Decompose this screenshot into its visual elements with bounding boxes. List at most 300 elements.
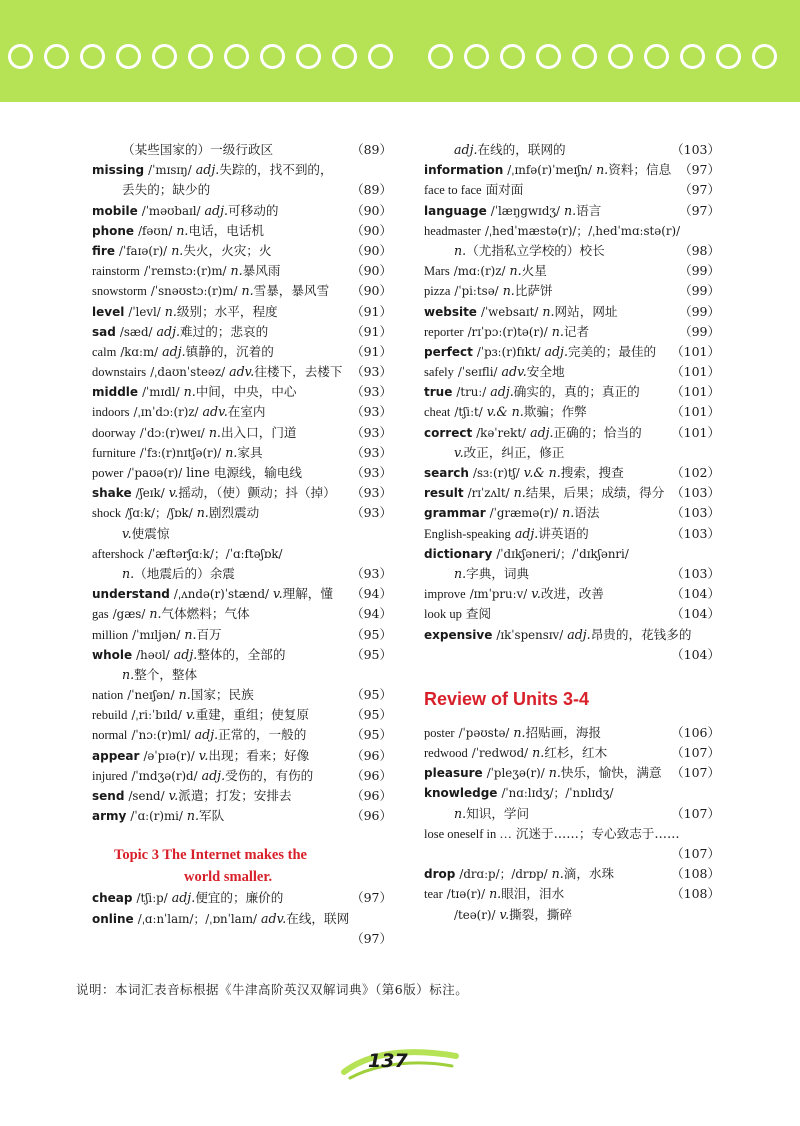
part-of-speech: n. [122, 565, 135, 581]
part-of-speech: adj. [194, 727, 219, 743]
definition: 国家；民族 [190, 687, 254, 703]
definition: 气体燃料；气体 [161, 606, 250, 622]
pronunciation: /drɑːp/；/drɒp/ [459, 867, 548, 882]
pronunciation: /ˌɪnˈdɔː(r)z/ [133, 405, 199, 420]
ring-icon [464, 44, 489, 69]
pronunciation: /ɪmˈpruːv/ [469, 587, 528, 602]
page-reference: （93） [351, 424, 392, 440]
vocab-entry [424, 221, 720, 241]
vocab-entry [424, 884, 720, 904]
vocab-entry [92, 281, 392, 301]
vocab-entry [424, 160, 720, 180]
pronunciation: /ˈdɪkʃəneri/；/ˈdɪkʃənri/ [496, 546, 629, 561]
definition: 安全地 [526, 364, 565, 380]
ring-icon [44, 44, 69, 69]
vocab-entry [92, 888, 392, 908]
definition: 搜索，搜查 [560, 465, 624, 480]
definition: 查阅 [465, 606, 492, 622]
vocab-entry [424, 763, 720, 783]
vocab-entry [92, 725, 392, 745]
vocab-entry [424, 322, 720, 342]
definition: 整个，整体 [134, 666, 198, 682]
definition: 面对面 [485, 182, 524, 198]
headword: shock [92, 506, 122, 521]
page-reference: （107） [671, 765, 720, 781]
page-reference: （101） [671, 424, 720, 440]
headword: expensive [424, 627, 493, 642]
part-of-speech: n. [183, 384, 196, 400]
definition: 资料；信息 [608, 162, 672, 178]
definition: （某些国家的）一级行政区 [122, 142, 274, 157]
vocab-entry [92, 322, 392, 342]
page-reference: （103） [671, 565, 720, 581]
vocab-entry [424, 180, 720, 200]
headword: rainstorm [92, 264, 140, 279]
page-reference: （103） [671, 505, 720, 521]
review-heading: Review of Units 3-4 [424, 688, 590, 709]
pronunciation: /ˈfaɪə(r)/ [118, 243, 168, 258]
vocab-entry [92, 423, 392, 443]
pronunciation: /mɑː(r)z/ [453, 264, 506, 279]
headword: million [92, 627, 129, 642]
entry-continuation [424, 140, 720, 160]
footnote: 说明：本词汇表音标根据《牛津高阶英汉双解词典》（第6版）标注。 [76, 982, 469, 997]
page-reference: （90） [351, 242, 392, 258]
part-of-speech: v. [168, 485, 179, 501]
entry-continuation [92, 665, 392, 685]
entry-page-line [424, 844, 720, 864]
part-of-speech: adv. [229, 364, 255, 380]
page-reference: （96） [351, 747, 392, 763]
page-reference: （90） [351, 283, 392, 299]
ring-icon [368, 44, 393, 69]
vocab-entry [92, 160, 392, 180]
part-of-speech: adj. [567, 626, 591, 642]
headword: understand [92, 587, 170, 602]
page-reference: （93） [351, 404, 392, 420]
part-of-speech: n. [454, 242, 467, 258]
entry-continuation [92, 140, 392, 160]
vocab-entry [92, 746, 392, 766]
page-reference: （103） [671, 525, 720, 541]
ring-icon [188, 44, 213, 69]
pronunciation: /ˈwebsaɪt/ [480, 304, 539, 319]
page-reference: （99） [679, 303, 720, 319]
entry-continuation [92, 180, 392, 200]
part-of-speech: v.& n. [486, 404, 524, 420]
vocab-entry [424, 625, 720, 645]
pronunciation: /ˈnɔː(r)ml/ [131, 728, 191, 743]
definition: 受伤的，有伤的 [225, 767, 314, 783]
page-reference: （94） [351, 586, 392, 602]
page-reference: （90） [351, 202, 392, 218]
part-of-speech: n. [489, 886, 502, 902]
headword: information [424, 163, 504, 178]
headword: pizza [424, 284, 451, 299]
vocab-entry [92, 806, 392, 826]
page-reference: （99） [679, 283, 720, 299]
definition: 改正，纠正，修正 [463, 444, 565, 460]
part-of-speech: adj. [544, 343, 568, 359]
vocab-entry [92, 786, 392, 806]
pronunciation: /tʃiːp/ [136, 891, 168, 906]
part-of-speech: adj. [530, 424, 554, 440]
pronunciation: /ˌɑːnˈlaɪn/；/ˌɒnˈlaɪn/ [137, 911, 258, 926]
definition: 百万 [196, 626, 222, 642]
pronunciation: /ˈreɪnstɔː(r)m/ [143, 264, 227, 279]
part-of-speech: v. [168, 788, 179, 803]
part-of-speech: n. [509, 263, 522, 279]
part-of-speech: n. [551, 866, 564, 882]
pronunciation: /ˌɪnfə(r)ˈmeɪʃn/ [507, 163, 593, 178]
page-number: 137 [368, 1050, 408, 1072]
headword: poster [424, 725, 455, 740]
headword: Mars [424, 264, 450, 279]
definition: 家具 [237, 444, 263, 460]
page-reference: （91） [351, 303, 392, 319]
pronunciation: /ʃɑːk/；/ʃɒk/ [125, 506, 193, 521]
definition: 完美的；最佳的 [567, 343, 657, 359]
ring-icon [296, 44, 321, 69]
pronunciation: /tʃiːt/ [454, 405, 483, 420]
pronunciation: /ˈpəʊstə/ [458, 725, 510, 740]
page-reference: （107） [671, 745, 720, 761]
definition: 确实的，真的；真正的 [513, 384, 640, 400]
definition: 难过的；悲哀的 [180, 323, 269, 339]
vocab-entry [424, 402, 720, 422]
headword: cheat [424, 405, 451, 420]
page-reference: （104） [671, 586, 720, 602]
headword: tear [424, 887, 443, 902]
page-reference: （95） [351, 626, 392, 642]
part-of-speech: v. [531, 586, 541, 602]
pronunciation: /əˈpɪə(r)/ [143, 748, 195, 763]
vocab-entry [92, 382, 392, 402]
headword: grammar [424, 506, 486, 521]
vocab-entry [424, 483, 720, 503]
definition: 滴，水珠 [563, 866, 615, 882]
page-reference: （94） [351, 606, 392, 622]
pronunciation: /ˈmɪdl/ [142, 385, 180, 400]
definition: 出入口，门道 [220, 424, 297, 440]
page-reference: （108） [671, 866, 720, 882]
headword: drop [424, 867, 456, 882]
definition: 欺骗；作弊 [523, 404, 587, 420]
headword: indoors [92, 405, 130, 420]
headword: true [424, 385, 453, 400]
headword: online [92, 911, 134, 926]
definition: 眼泪，泪水 [501, 886, 565, 902]
definition: 暴风雨 [242, 263, 281, 279]
headword: middle [92, 385, 139, 400]
vocab-entry [424, 783, 720, 803]
pronunciation: /ʃeɪk/ [135, 486, 165, 501]
definition: 使震惊 [131, 525, 170, 541]
part-of-speech: v. [499, 906, 510, 922]
part-of-speech: n. [596, 162, 609, 178]
part-of-speech: n. [230, 263, 243, 279]
vocab-list-review [424, 723, 720, 925]
page-reference: （91） [351, 323, 392, 339]
vocab-entry [92, 221, 392, 241]
definition: 记者 [563, 323, 590, 339]
pronunciation: /ˌʌndə(r)ˈstænd/ [173, 587, 269, 602]
part-of-speech: n. [532, 745, 545, 761]
pronunciation: /send/ [128, 789, 165, 803]
pronunciation: /ˌhedˈmæstə(r)/；/ˌhedˈmɑːstə(r)/ [484, 223, 681, 238]
page-reference: （97） [351, 930, 392, 946]
pronunciation: /həʊl/ [136, 647, 170, 662]
pronunciation: /kɑːm/ [120, 344, 159, 359]
vocab-entry [424, 584, 720, 604]
part-of-speech: adj. [514, 525, 539, 541]
page-reference: （101） [671, 364, 720, 380]
vocab-entry [92, 685, 392, 705]
vocab-entry [424, 743, 720, 763]
definition: 快乐，愉快，满意 [560, 765, 662, 781]
pronunciation: /ˌriːˈbɪld/ [131, 708, 182, 723]
vocab-entry [92, 483, 392, 503]
definition: line 电源线，输电线 [186, 465, 302, 480]
headword: doorway [92, 425, 136, 440]
definition: 镇静的，沉着的 [185, 343, 274, 359]
part-of-speech: n. [562, 505, 575, 521]
page-reference: （89） [351, 182, 392, 198]
definition: 改进，改善 [540, 586, 604, 602]
part-of-speech: n. [208, 424, 221, 440]
pronunciation: /ˈæftərʃɑːk/；/ˈɑːftəʃɒk/ [148, 546, 283, 561]
definition: 在室内 [227, 404, 266, 420]
headword: sad [92, 324, 116, 339]
ring-icon [332, 44, 357, 69]
ring-decoration [8, 44, 792, 74]
ring-icon [608, 44, 633, 69]
pronunciation: /ˈpiːtsə/ [454, 284, 499, 299]
headword: reporter [424, 324, 464, 339]
vocab-entry [424, 342, 720, 362]
pronunciation: /gæs/ [112, 607, 146, 622]
pronunciation: /ˈpaʊə(r)/ [127, 466, 183, 480]
definition: 火星 [521, 263, 547, 279]
page-reference: （101） [671, 384, 720, 400]
part-of-speech: adj. [454, 142, 478, 157]
vocab-entry [92, 362, 392, 382]
headword: missing [92, 163, 145, 178]
definition: 往楼下，去楼下 [254, 364, 343, 380]
page-reference: （99） [679, 323, 720, 339]
headword: gas [92, 607, 109, 622]
page-reference: （90） [351, 222, 392, 238]
page-reference: （97） [679, 202, 720, 218]
page-reference: （93） [351, 565, 392, 581]
part-of-speech: n. [551, 323, 564, 339]
definition: 丢失的；缺少的 [122, 182, 211, 198]
part-of-speech: n. [513, 485, 526, 501]
part-of-speech: n. [548, 765, 561, 781]
vocab-entry [424, 864, 720, 884]
pronunciation: /ˈmɪljən/ [132, 627, 181, 642]
headword: perfect [424, 344, 473, 359]
vocab-entry [424, 382, 720, 402]
page-reference: （89） [351, 142, 392, 157]
pronunciation: /ˈmɪsɪŋ/ [148, 163, 192, 178]
part-of-speech: n. [186, 808, 200, 824]
part-of-speech: v.& n. [523, 465, 561, 480]
headword: send [92, 789, 125, 803]
vocab-entry [92, 705, 392, 725]
entry-continuation [92, 564, 392, 584]
vocab-entry [424, 201, 720, 221]
page-reference: （104） [671, 606, 720, 622]
headword: appear [92, 748, 140, 763]
ring-icon [116, 44, 141, 69]
ring-icon [80, 44, 105, 69]
pronunciation: /ˈneɪʃən/ [127, 688, 175, 703]
definition: 失踪的，找不到的， [219, 162, 333, 178]
pronunciation: /tɪə(r)/ [446, 887, 486, 902]
headword: look up [424, 607, 462, 622]
part-of-speech: n. [542, 303, 555, 319]
headword: English-speaking [424, 526, 511, 541]
definition: 正确的；恰当的 [553, 424, 642, 440]
page-reference: （93） [351, 465, 392, 480]
page-reference: （104） [671, 646, 720, 662]
definition: 在线的，联网的 [477, 142, 566, 157]
ring-icon [224, 44, 249, 69]
definition: 派遣；打发；安排去 [178, 788, 292, 803]
page-reference: （93） [351, 485, 392, 501]
vocab-entry [424, 604, 720, 624]
vocab-entry [92, 766, 392, 786]
vocab-list-right [424, 140, 720, 665]
part-of-speech: n. [178, 687, 191, 703]
definition: 红杉，红木 [544, 745, 608, 761]
ring-icon [428, 44, 453, 69]
page-reference: （103） [671, 485, 720, 501]
vocab-entry [424, 281, 720, 301]
part-of-speech: adj. [171, 890, 196, 906]
ring-icon [260, 44, 285, 69]
vocab-list-left [92, 140, 392, 826]
part-of-speech: n. [502, 283, 515, 299]
page-reference: （107） [671, 846, 720, 861]
page-reference: （96） [351, 767, 392, 783]
page-reference: （95） [351, 687, 392, 703]
headword: phone [92, 223, 135, 238]
definition: 在线，联网 [286, 910, 350, 926]
vocab-list-left-topic [92, 888, 392, 949]
definition: 便宜的；廉价的 [195, 890, 284, 906]
definition: 出现；看来；好像 [208, 747, 310, 763]
vocab-entry [424, 362, 720, 382]
pronunciation: /sɜː(r)tʃ/ [472, 466, 520, 480]
pronunciation: /ˈgræmə(r)/ [489, 506, 559, 521]
pronunciation: /ˈnɑːlɪdʒ/；/ˈnɒlɪdʒ/ [501, 786, 614, 801]
vocab-entry [92, 625, 392, 645]
part-of-speech: n. [241, 283, 254, 299]
vocab-entry [92, 443, 392, 463]
part-of-speech: v. [454, 444, 464, 460]
definition: 网站，网址 [554, 303, 618, 319]
vocab-entry [92, 402, 392, 422]
page-reference: （107） [671, 805, 720, 821]
pronunciation: /ˈseɪfli/ [457, 365, 498, 380]
ring-icon [644, 44, 669, 69]
headword: correct [424, 425, 473, 440]
headword: redwood [424, 746, 468, 761]
vocab-entry [92, 302, 392, 322]
part-of-speech: n. [171, 242, 184, 258]
page-reference: （99） [679, 263, 720, 279]
headword: nation [92, 688, 124, 703]
pronunciation: /ˈɪndʒə(r)d/ [131, 768, 198, 783]
pronunciation: /ɪkˈspensɪv/ [496, 627, 564, 642]
pronunciation: /ˌdaʊnˈsteəz/ [150, 365, 226, 380]
vocab-entry [92, 201, 392, 221]
headword: lose oneself in … [424, 826, 512, 841]
vocab-entry [424, 524, 720, 544]
page-reference: （95） [351, 707, 392, 723]
page-reference: （90） [351, 263, 392, 279]
page-reference: （96） [351, 808, 392, 824]
ring-icon [500, 44, 525, 69]
part-of-speech: adj. [490, 384, 514, 400]
pronunciation: /teə(r)/ [454, 907, 496, 922]
page-reference: （97） [679, 182, 720, 198]
part-of-speech: adv. [202, 404, 228, 420]
part-of-speech: adj. [156, 323, 181, 339]
headword: cheap [92, 891, 133, 906]
ring-icon [572, 44, 597, 69]
definition: 结果，后果；成绩，得分 [525, 485, 665, 501]
definition: 语法 [574, 505, 600, 521]
headword: injured [92, 768, 128, 783]
definition: 撕裂，撕碎 [509, 906, 573, 922]
vocab-entry [92, 503, 392, 523]
part-of-speech: v. [198, 747, 209, 763]
pronunciation: /ˈredwʊd/ [471, 746, 529, 761]
page-reference: （95） [351, 727, 392, 743]
definition: 中间，中央，中心 [195, 384, 297, 400]
vocab-entry [92, 241, 392, 261]
headword: snowstorm [92, 284, 147, 299]
vocab-entry [92, 584, 392, 604]
part-of-speech: n. [176, 222, 189, 238]
entry-continuation [424, 241, 720, 261]
vocab-entry [424, 423, 720, 443]
part-of-speech: adj. [173, 646, 198, 662]
part-of-speech: adj. [195, 162, 220, 178]
pronunciation: /ˈpleʒə(r)/ [486, 766, 545, 781]
pronunciation: /ˈlevl/ [128, 304, 161, 319]
headword: face to face [424, 183, 482, 198]
definition: 知识，学问 [466, 805, 530, 821]
definition: 级别；水平，程度 [176, 303, 278, 319]
definition: 正常的，一般的 [218, 727, 307, 743]
vocab-entry [92, 463, 392, 483]
ring-icon [8, 44, 33, 69]
definition: 招贴画，海报 [525, 724, 602, 740]
definition: 剧烈震动 [208, 505, 260, 521]
ring-icon [152, 44, 177, 69]
headword: knowledge [424, 786, 498, 801]
headword: army [92, 809, 127, 824]
headword: dictionary [424, 546, 493, 561]
page-reference: （98） [679, 242, 720, 258]
entry-continuation [424, 804, 720, 824]
entry-continuation [424, 905, 720, 925]
pronunciation: /kəˈrekt/ [476, 425, 527, 440]
